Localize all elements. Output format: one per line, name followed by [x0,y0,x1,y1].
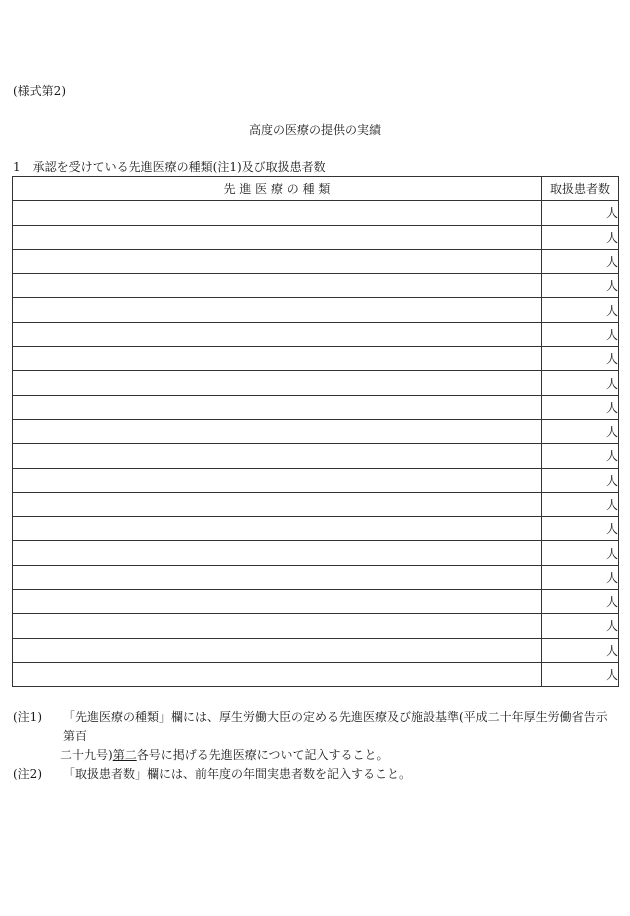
treatment-type-cell[interactable] [13,638,542,662]
table-row [13,638,619,662]
column-header-treatment-type: 先 進 医 療 の 種 類 [13,177,542,201]
treatment-type-cell[interactable] [13,249,542,273]
treatment-type-cell[interactable] [13,590,542,614]
patient-count-cell[interactable]: 人 [542,419,619,443]
table-row [13,225,619,249]
patient-count-cell[interactable]: 人 [542,517,619,541]
patient-count-cell[interactable]: 人 [542,347,619,371]
note-label: (注2) [13,767,42,781]
table-row [13,322,619,346]
treatment-type-cell[interactable] [13,517,542,541]
note-text: 「先進医療の種類」欄には、厚生労働大臣の定める先進医療及び施設基準(平成二十年厚生労働省告示第百 [63,710,608,743]
treatment-type-cell[interactable] [13,614,542,638]
table-row [13,274,619,298]
treatment-type-cell[interactable] [13,322,542,346]
form-number: (様式第2) [13,84,66,98]
patient-count-cell[interactable]: 人 [542,201,619,225]
patient-count-cell[interactable]: 人 [542,298,619,322]
table-row [13,201,619,225]
treatment-type-cell[interactable] [13,274,542,298]
note-text: 「取扱患者数」欄には、前年度の年間実患者数を記入すること。 [63,767,412,781]
note-2 [13,765,618,784]
note-text-part: 二十九号) [60,748,113,762]
treatment-type-cell[interactable] [13,371,542,395]
document-title: 高度の医療の提供の実績 [248,123,381,137]
patient-count-cell[interactable]: 人 [542,565,619,589]
column-header-patient-count: 取扱患者数 [542,177,619,201]
table-row [13,614,619,638]
table-row [13,468,619,492]
table-row [13,371,619,395]
treatment-type-cell[interactable] [13,444,542,468]
note-1 [13,708,618,746]
treatment-type-cell[interactable] [13,347,542,371]
patient-count-cell[interactable]: 人 [542,614,619,638]
table-header-row [13,177,619,201]
table-row [13,347,619,371]
treatment-type-cell[interactable] [13,419,542,443]
table-row [13,565,619,589]
table-row [13,395,619,419]
patient-count-cell[interactable]: 人 [542,468,619,492]
patient-count-cell[interactable]: 人 [542,371,619,395]
table-row [13,590,619,614]
records-table [12,176,619,687]
patient-count-cell[interactable]: 人 [542,444,619,468]
table-row [13,419,619,443]
underlined-text: 第二 [112,748,137,762]
treatment-type-cell[interactable] [13,395,542,419]
table-row [13,662,619,686]
treatment-type-cell[interactable] [13,565,542,589]
note-1-continuation [13,746,618,765]
patient-count-cell[interactable]: 人 [542,274,619,298]
patient-count-cell[interactable]: 人 [542,225,619,249]
patient-count-cell[interactable]: 人 [542,541,619,565]
table-row [13,492,619,516]
patient-count-cell[interactable]: 人 [542,590,619,614]
treatment-type-cell[interactable] [13,201,542,225]
treatment-type-cell[interactable] [13,468,542,492]
patient-count-cell[interactable]: 人 [542,638,619,662]
table-row [13,517,619,541]
treatment-type-cell[interactable] [13,492,542,516]
patient-count-cell[interactable]: 人 [542,249,619,273]
table-row [13,444,619,468]
notes [13,708,618,784]
note-text-part: 各号に掲げる先進医療について記入すること。 [136,748,389,762]
treatment-type-cell[interactable] [13,298,542,322]
patient-count-cell[interactable]: 人 [542,492,619,516]
section-heading: 1 承認を受けている先進医療の種類(注1)及び取扱患者数 [13,160,326,174]
patient-count-cell[interactable]: 人 [542,322,619,346]
table-row [13,541,619,565]
patient-count-cell[interactable]: 人 [542,662,619,686]
table-row [13,249,619,273]
treatment-type-cell[interactable] [13,662,542,686]
note-label: (注1) [13,710,42,724]
patient-count-cell[interactable]: 人 [542,395,619,419]
table-row [13,298,619,322]
treatment-type-cell[interactable] [13,541,542,565]
treatment-type-cell[interactable] [13,225,542,249]
